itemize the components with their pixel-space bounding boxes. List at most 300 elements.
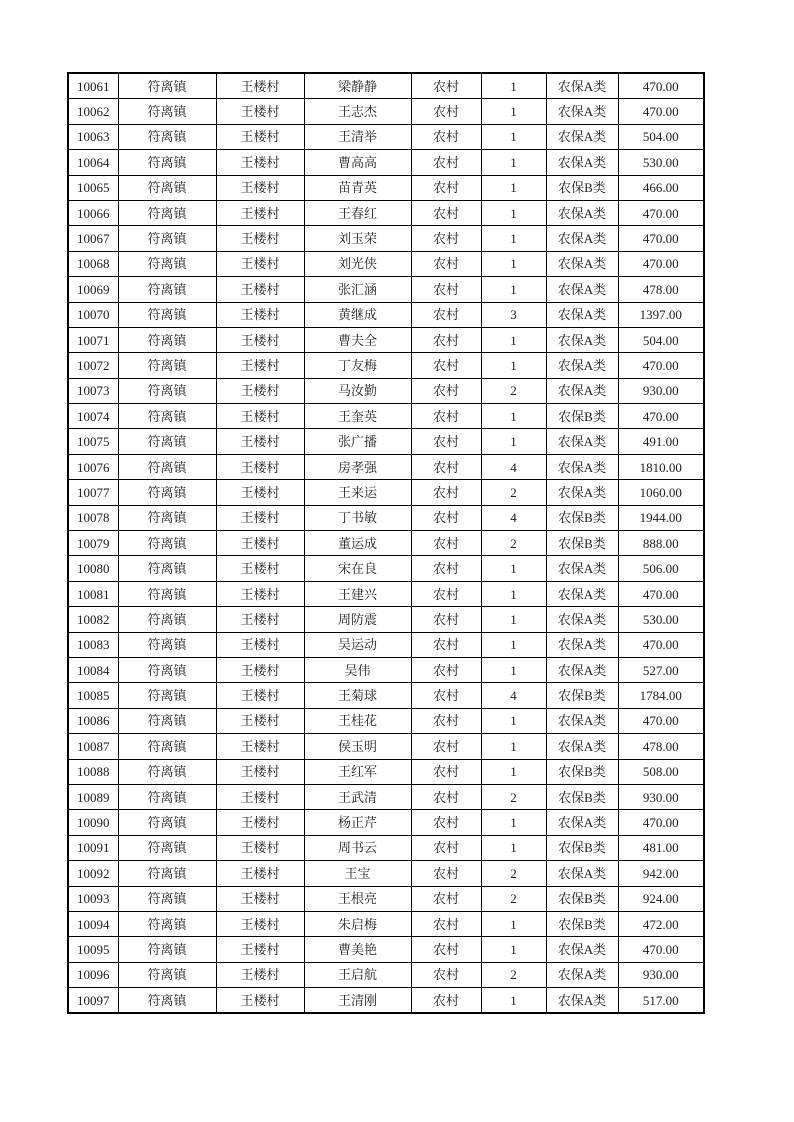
cell-person-name: 王宝 xyxy=(304,861,411,886)
cell-town: 符离镇 xyxy=(118,302,216,327)
table-row xyxy=(68,480,704,505)
cell-town: 符离镇 xyxy=(118,505,216,530)
cell-person-name: 苗青英 xyxy=(304,175,411,200)
cell-serial-number: 10085 xyxy=(68,683,118,708)
cell-person-name: 吴运动 xyxy=(304,632,411,657)
cell-insurance-category: 农保A类 xyxy=(546,810,618,835)
cell-residence-type: 农村 xyxy=(411,657,481,682)
cell-person-name: 丁友梅 xyxy=(304,353,411,378)
cell-insurance-category: 农保A类 xyxy=(546,988,618,1014)
cell-town: 符离镇 xyxy=(118,353,216,378)
table-row xyxy=(68,784,704,809)
cell-insurance-category: 农保A类 xyxy=(546,327,618,352)
cell-village: 王楼村 xyxy=(216,657,304,682)
cell-amount: 472.00 xyxy=(618,911,704,936)
cell-person-count: 3 xyxy=(481,302,546,327)
cell-village: 王楼村 xyxy=(216,861,304,886)
cell-person-name: 王清刚 xyxy=(304,988,411,1014)
cell-insurance-category: 农保A类 xyxy=(546,607,618,632)
cell-person-count: 1 xyxy=(481,911,546,936)
cell-person-name: 王根亮 xyxy=(304,886,411,911)
cell-residence-type: 农村 xyxy=(411,277,481,302)
cell-residence-type: 农村 xyxy=(411,200,481,225)
cell-amount: 1784.00 xyxy=(618,683,704,708)
cell-serial-number: 10076 xyxy=(68,454,118,479)
cell-serial-number: 10092 xyxy=(68,861,118,886)
cell-person-count: 1 xyxy=(481,607,546,632)
cell-serial-number: 10072 xyxy=(68,353,118,378)
cell-town: 符离镇 xyxy=(118,226,216,251)
cell-person-name: 曹美艳 xyxy=(304,937,411,962)
cell-village: 王楼村 xyxy=(216,200,304,225)
cell-person-name: 周书云 xyxy=(304,835,411,860)
cell-person-name: 王桂花 xyxy=(304,708,411,733)
cell-person-count: 1 xyxy=(481,835,546,860)
cell-residence-type: 农村 xyxy=(411,784,481,809)
cell-person-count: 2 xyxy=(481,480,546,505)
cell-serial-number: 10091 xyxy=(68,835,118,860)
cell-amount: 470.00 xyxy=(618,226,704,251)
cell-person-name: 王红军 xyxy=(304,759,411,784)
cell-serial-number: 10088 xyxy=(68,759,118,784)
cell-village: 王楼村 xyxy=(216,835,304,860)
cell-insurance-category: 农保B类 xyxy=(546,683,618,708)
cell-town: 符离镇 xyxy=(118,454,216,479)
cell-serial-number: 10097 xyxy=(68,988,118,1014)
cell-person-count: 1 xyxy=(481,226,546,251)
cell-amount: 1810.00 xyxy=(618,454,704,479)
table-row xyxy=(68,327,704,352)
cell-insurance-category: 农保B类 xyxy=(546,404,618,429)
cell-serial-number: 10090 xyxy=(68,810,118,835)
cell-amount: 478.00 xyxy=(618,277,704,302)
cell-town: 符离镇 xyxy=(118,911,216,936)
cell-person-name: 刘光侠 xyxy=(304,251,411,276)
cell-person-name: 朱启梅 xyxy=(304,911,411,936)
cell-amount: 470.00 xyxy=(618,99,704,124)
cell-amount: 888.00 xyxy=(618,531,704,556)
cell-residence-type: 农村 xyxy=(411,73,481,99)
cell-insurance-category: 农保B类 xyxy=(546,175,618,200)
cell-residence-type: 农村 xyxy=(411,683,481,708)
table-row xyxy=(68,835,704,860)
cell-town: 符离镇 xyxy=(118,784,216,809)
cell-amount: 470.00 xyxy=(618,632,704,657)
cell-person-name: 曹高高 xyxy=(304,150,411,175)
cell-amount: 491.00 xyxy=(618,429,704,454)
cell-person-name: 王清举 xyxy=(304,124,411,149)
table-row xyxy=(68,708,704,733)
cell-village: 王楼村 xyxy=(216,784,304,809)
cell-village: 王楼村 xyxy=(216,378,304,403)
table-row xyxy=(68,505,704,530)
cell-residence-type: 农村 xyxy=(411,378,481,403)
table-row xyxy=(68,302,704,327)
cell-serial-number: 10096 xyxy=(68,962,118,987)
cell-serial-number: 10094 xyxy=(68,911,118,936)
cell-amount: 530.00 xyxy=(618,150,704,175)
cell-insurance-category: 农保A类 xyxy=(546,150,618,175)
cell-town: 符离镇 xyxy=(118,124,216,149)
cell-serial-number: 10071 xyxy=(68,327,118,352)
cell-insurance-category: 农保A类 xyxy=(546,251,618,276)
cell-village: 王楼村 xyxy=(216,886,304,911)
table-body xyxy=(68,73,704,1013)
cell-village: 王楼村 xyxy=(216,150,304,175)
cell-insurance-category: 农保A类 xyxy=(546,73,618,99)
cell-town: 符离镇 xyxy=(118,99,216,124)
cell-residence-type: 农村 xyxy=(411,988,481,1014)
cell-village: 王楼村 xyxy=(216,226,304,251)
cell-insurance-category: 农保A类 xyxy=(546,937,618,962)
cell-village: 王楼村 xyxy=(216,251,304,276)
cell-person-count: 1 xyxy=(481,251,546,276)
cell-town: 符离镇 xyxy=(118,251,216,276)
table-row xyxy=(68,378,704,403)
cell-amount: 470.00 xyxy=(618,810,704,835)
cell-person-name: 黄继成 xyxy=(304,302,411,327)
cell-insurance-category: 农保A类 xyxy=(546,480,618,505)
cell-amount: 930.00 xyxy=(618,962,704,987)
cell-residence-type: 农村 xyxy=(411,480,481,505)
table-row xyxy=(68,683,704,708)
cell-insurance-category: 农保A类 xyxy=(546,378,618,403)
cell-amount: 517.00 xyxy=(618,988,704,1014)
cell-town: 符离镇 xyxy=(118,404,216,429)
cell-residence-type: 农村 xyxy=(411,886,481,911)
cell-person-count: 1 xyxy=(481,581,546,606)
table-row xyxy=(68,277,704,302)
cell-amount: 470.00 xyxy=(618,937,704,962)
cell-person-count: 1 xyxy=(481,277,546,302)
cell-person-count: 1 xyxy=(481,759,546,784)
cell-residence-type: 农村 xyxy=(411,251,481,276)
cell-person-name: 王武清 xyxy=(304,784,411,809)
cell-insurance-category: 农保A类 xyxy=(546,708,618,733)
cell-person-name: 杨正芹 xyxy=(304,810,411,835)
cell-person-name: 刘玉荣 xyxy=(304,226,411,251)
cell-insurance-category: 农保A类 xyxy=(546,353,618,378)
cell-person-count: 1 xyxy=(481,988,546,1014)
cell-amount: 466.00 xyxy=(618,175,704,200)
cell-person-count: 1 xyxy=(481,124,546,149)
cell-person-count: 1 xyxy=(481,327,546,352)
cell-village: 王楼村 xyxy=(216,531,304,556)
cell-insurance-category: 农保A类 xyxy=(546,734,618,759)
cell-serial-number: 10080 xyxy=(68,556,118,581)
cell-town: 符离镇 xyxy=(118,657,216,682)
table-row xyxy=(68,988,704,1014)
cell-residence-type: 农村 xyxy=(411,404,481,429)
cell-residence-type: 农村 xyxy=(411,861,481,886)
table-row xyxy=(68,454,704,479)
cell-person-count: 1 xyxy=(481,175,546,200)
table-row xyxy=(68,657,704,682)
cell-village: 王楼村 xyxy=(216,327,304,352)
cell-amount: 470.00 xyxy=(618,353,704,378)
cell-serial-number: 10074 xyxy=(68,404,118,429)
cell-serial-number: 10061 xyxy=(68,73,118,99)
cell-residence-type: 农村 xyxy=(411,124,481,149)
cell-village: 王楼村 xyxy=(216,124,304,149)
cell-town: 符离镇 xyxy=(118,277,216,302)
cell-insurance-category: 农保A类 xyxy=(546,429,618,454)
table-row xyxy=(68,937,704,962)
cell-village: 王楼村 xyxy=(216,962,304,987)
cell-town: 符离镇 xyxy=(118,734,216,759)
cell-village: 王楼村 xyxy=(216,175,304,200)
cell-person-count: 1 xyxy=(481,734,546,759)
cell-serial-number: 10083 xyxy=(68,632,118,657)
cell-person-name: 吴伟 xyxy=(304,657,411,682)
cell-village: 王楼村 xyxy=(216,632,304,657)
cell-town: 符离镇 xyxy=(118,327,216,352)
cell-amount: 478.00 xyxy=(618,734,704,759)
cell-person-count: 4 xyxy=(481,454,546,479)
cell-person-name: 周防震 xyxy=(304,607,411,632)
cell-village: 王楼村 xyxy=(216,937,304,962)
cell-serial-number: 10077 xyxy=(68,480,118,505)
cell-serial-number: 10069 xyxy=(68,277,118,302)
cell-insurance-category: 农保B类 xyxy=(546,759,618,784)
cell-amount: 470.00 xyxy=(618,200,704,225)
cell-amount: 930.00 xyxy=(618,378,704,403)
cell-person-count: 1 xyxy=(481,632,546,657)
cell-person-count: 1 xyxy=(481,73,546,99)
cell-insurance-category: 农保B类 xyxy=(546,835,618,860)
cell-village: 王楼村 xyxy=(216,607,304,632)
cell-serial-number: 10087 xyxy=(68,734,118,759)
cell-serial-number: 10066 xyxy=(68,200,118,225)
cell-serial-number: 10093 xyxy=(68,886,118,911)
cell-village: 王楼村 xyxy=(216,683,304,708)
cell-amount: 470.00 xyxy=(618,404,704,429)
cell-serial-number: 10095 xyxy=(68,937,118,962)
cell-town: 符离镇 xyxy=(118,886,216,911)
cell-town: 符离镇 xyxy=(118,835,216,860)
cell-residence-type: 农村 xyxy=(411,99,481,124)
cell-serial-number: 10078 xyxy=(68,505,118,530)
cell-residence-type: 农村 xyxy=(411,962,481,987)
cell-person-count: 2 xyxy=(481,784,546,809)
cell-residence-type: 农村 xyxy=(411,632,481,657)
cell-person-name: 房孝强 xyxy=(304,454,411,479)
table-row xyxy=(68,759,704,784)
cell-insurance-category: 农保A类 xyxy=(546,99,618,124)
cell-residence-type: 农村 xyxy=(411,581,481,606)
cell-person-count: 1 xyxy=(481,937,546,962)
cell-village: 王楼村 xyxy=(216,759,304,784)
cell-village: 王楼村 xyxy=(216,708,304,733)
cell-person-count: 4 xyxy=(481,683,546,708)
cell-person-count: 1 xyxy=(481,404,546,429)
cell-amount: 1060.00 xyxy=(618,480,704,505)
cell-residence-type: 农村 xyxy=(411,505,481,530)
cell-town: 符离镇 xyxy=(118,759,216,784)
cell-person-name: 王春红 xyxy=(304,200,411,225)
cell-amount: 1397.00 xyxy=(618,302,704,327)
cell-town: 符离镇 xyxy=(118,708,216,733)
cell-person-name: 侯玉明 xyxy=(304,734,411,759)
cell-amount: 470.00 xyxy=(618,581,704,606)
cell-insurance-category: 农保B类 xyxy=(546,505,618,530)
cell-village: 王楼村 xyxy=(216,911,304,936)
cell-person-name: 王启航 xyxy=(304,962,411,987)
cell-village: 王楼村 xyxy=(216,505,304,530)
cell-town: 符离镇 xyxy=(118,581,216,606)
cell-person-count: 2 xyxy=(481,962,546,987)
cell-person-name: 曹夫全 xyxy=(304,327,411,352)
table-row xyxy=(68,124,704,149)
table-row xyxy=(68,861,704,886)
cell-serial-number: 10073 xyxy=(68,378,118,403)
cell-person-count: 1 xyxy=(481,810,546,835)
cell-person-count: 2 xyxy=(481,861,546,886)
cell-amount: 508.00 xyxy=(618,759,704,784)
cell-person-count: 1 xyxy=(481,429,546,454)
cell-town: 符离镇 xyxy=(118,683,216,708)
cell-serial-number: 10079 xyxy=(68,531,118,556)
cell-town: 符离镇 xyxy=(118,556,216,581)
cell-residence-type: 农村 xyxy=(411,911,481,936)
cell-person-name: 张广播 xyxy=(304,429,411,454)
cell-person-count: 2 xyxy=(481,531,546,556)
cell-person-count: 2 xyxy=(481,378,546,403)
cell-insurance-category: 农保B类 xyxy=(546,886,618,911)
cell-village: 王楼村 xyxy=(216,404,304,429)
cell-serial-number: 10070 xyxy=(68,302,118,327)
cell-insurance-category: 农保A类 xyxy=(546,861,618,886)
cell-insurance-category: 农保A类 xyxy=(546,556,618,581)
cell-person-name: 董运成 xyxy=(304,531,411,556)
cell-serial-number: 10068 xyxy=(68,251,118,276)
cell-residence-type: 农村 xyxy=(411,327,481,352)
cell-amount: 1944.00 xyxy=(618,505,704,530)
cell-village: 王楼村 xyxy=(216,353,304,378)
cell-village: 王楼村 xyxy=(216,302,304,327)
cell-residence-type: 农村 xyxy=(411,429,481,454)
cell-serial-number: 10063 xyxy=(68,124,118,149)
cell-village: 王楼村 xyxy=(216,99,304,124)
cell-person-name: 张汇涵 xyxy=(304,277,411,302)
cell-residence-type: 农村 xyxy=(411,150,481,175)
cell-amount: 504.00 xyxy=(618,124,704,149)
cell-insurance-category: 农保A类 xyxy=(546,200,618,225)
cell-insurance-category: 农保A类 xyxy=(546,657,618,682)
cell-person-count: 1 xyxy=(481,99,546,124)
cell-village: 王楼村 xyxy=(216,429,304,454)
cell-serial-number: 10086 xyxy=(68,708,118,733)
cell-village: 王楼村 xyxy=(216,556,304,581)
cell-village: 王楼村 xyxy=(216,581,304,606)
cell-village: 王楼村 xyxy=(216,73,304,99)
table-row xyxy=(68,99,704,124)
cell-town: 符离镇 xyxy=(118,861,216,886)
cell-residence-type: 农村 xyxy=(411,607,481,632)
cell-residence-type: 农村 xyxy=(411,810,481,835)
table-row xyxy=(68,404,704,429)
cell-person-count: 4 xyxy=(481,505,546,530)
cell-amount: 924.00 xyxy=(618,886,704,911)
cell-village: 王楼村 xyxy=(216,810,304,835)
cell-insurance-category: 农保A类 xyxy=(546,581,618,606)
cell-residence-type: 农村 xyxy=(411,708,481,733)
cell-town: 符离镇 xyxy=(118,150,216,175)
cell-serial-number: 10082 xyxy=(68,607,118,632)
cell-village: 王楼村 xyxy=(216,454,304,479)
cell-person-name: 丁书敏 xyxy=(304,505,411,530)
cell-person-name: 王来运 xyxy=(304,480,411,505)
cell-person-name: 王志杰 xyxy=(304,99,411,124)
cell-insurance-category: 农保A类 xyxy=(546,226,618,251)
table-row xyxy=(68,962,704,987)
cell-residence-type: 农村 xyxy=(411,353,481,378)
cell-town: 符离镇 xyxy=(118,632,216,657)
cell-person-count: 1 xyxy=(481,708,546,733)
cell-insurance-category: 农保A类 xyxy=(546,962,618,987)
cell-insurance-category: 农保A类 xyxy=(546,124,618,149)
cell-town: 符离镇 xyxy=(118,988,216,1014)
cell-town: 符离镇 xyxy=(118,378,216,403)
table-row xyxy=(68,429,704,454)
cell-amount: 530.00 xyxy=(618,607,704,632)
cell-person-count: 1 xyxy=(481,150,546,175)
cell-amount: 470.00 xyxy=(618,708,704,733)
cell-residence-type: 农村 xyxy=(411,835,481,860)
cell-town: 符离镇 xyxy=(118,175,216,200)
cell-serial-number: 10081 xyxy=(68,581,118,606)
table-row xyxy=(68,911,704,936)
beneficiary-table xyxy=(67,72,705,1014)
cell-town: 符离镇 xyxy=(118,937,216,962)
table-row xyxy=(68,632,704,657)
table-row xyxy=(68,556,704,581)
cell-serial-number: 10064 xyxy=(68,150,118,175)
cell-amount: 504.00 xyxy=(618,327,704,352)
table-row xyxy=(68,734,704,759)
cell-residence-type: 农村 xyxy=(411,734,481,759)
cell-person-count: 1 xyxy=(481,353,546,378)
cell-serial-number: 10065 xyxy=(68,175,118,200)
cell-insurance-category: 农保B类 xyxy=(546,531,618,556)
table-row xyxy=(68,200,704,225)
table-row xyxy=(68,531,704,556)
cell-person-name: 马汝勤 xyxy=(304,378,411,403)
table-row xyxy=(68,175,704,200)
cell-serial-number: 10075 xyxy=(68,429,118,454)
cell-residence-type: 农村 xyxy=(411,759,481,784)
table-row xyxy=(68,150,704,175)
cell-serial-number: 10067 xyxy=(68,226,118,251)
cell-amount: 481.00 xyxy=(618,835,704,860)
cell-insurance-category: 农保B类 xyxy=(546,911,618,936)
cell-person-name: 宋在良 xyxy=(304,556,411,581)
cell-residence-type: 农村 xyxy=(411,302,481,327)
table-row xyxy=(68,73,704,99)
cell-person-count: 1 xyxy=(481,657,546,682)
cell-amount: 930.00 xyxy=(618,784,704,809)
cell-residence-type: 农村 xyxy=(411,556,481,581)
table-row xyxy=(68,607,704,632)
cell-serial-number: 10089 xyxy=(68,784,118,809)
cell-person-name: 梁静静 xyxy=(304,73,411,99)
cell-amount: 506.00 xyxy=(618,556,704,581)
cell-residence-type: 农村 xyxy=(411,937,481,962)
cell-village: 王楼村 xyxy=(216,277,304,302)
cell-serial-number: 10084 xyxy=(68,657,118,682)
table-row xyxy=(68,886,704,911)
cell-town: 符离镇 xyxy=(118,962,216,987)
